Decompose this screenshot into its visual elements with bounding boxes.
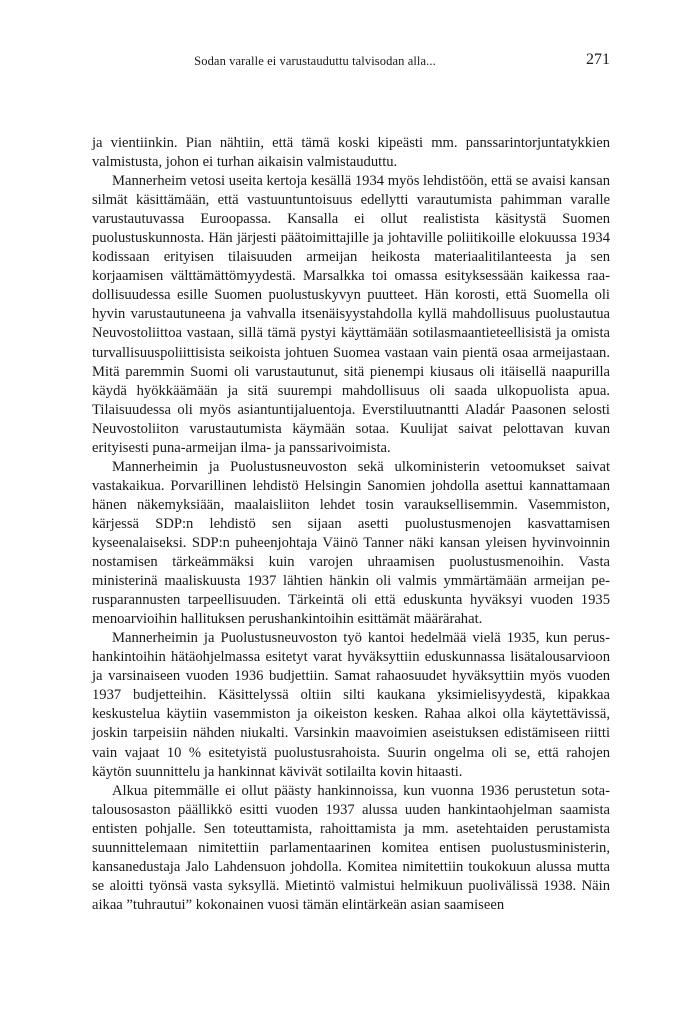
body-text — [92, 134, 610, 915]
page-number: 271 — [586, 51, 610, 68]
paragraph: Mannerheimin ja Puolustusneuvoston työ kantoi hedelmää vielä 1935, kun perushankintoihin hätäohjelmassa esitetyt varat hyväksyttiin eduskunnassa lisätalousarvioon ja varsinaiseen vuoden 1936 budjettiin. Samat rahaosuudet hyväksyttiin myös vuoden 1937 budjetteihin. Käsittelyssä oltiin silti kaukana yksimielisyydestä, kipakkaa keskustelua käytiin vasemmiston ja oikeiston kesken. Rahaa alkoi olla käytettävissä, joskin tarpeisiin nähden niukalti. Varsinkin maavoimien aseistuksen edistämiseen riitti vain vajaat 10 % esitetyistä puolustusrahoista. Suurin ongelma oli se, että rahojen käytön suunnittelu ja hankinnat kävivät sotilailta kovin hitaasti. — [92, 630, 610, 780]
paragraph: Mannerheim vetosi useita kertoja kesällä 1934 myös lehdistöön, että se avaisi kansan silmät käsittämään, että vastuuntuntoisuus edellytti varautumista pahimman varalle varustautuvassa Euroopassa. Kansalla ei ollut realistista käsitystä Suomen puolustuskunnosta. Hän järjesti päätoimittajille ja johtaville poliitikoille elokuussa 1934 kodissaan erityisen tilaisuuden armeijan heikosta materiaalitilanteesta ja sen korjaamisen välttämättömyydestä. Marsalkka toi omassa esityksessään kaikessa raadollisuudessa esille Suomen puolustuskyvyn puutteet. Hän korosti, että Suomella oli hyvin varustautuneena ja vahvalla itsenäisyystahdolla kyllä mahdollisuus puolustautua Neuvostoliittoa vastaan, sillä tämä pystyi käyttämään sotilasmaantieteellisistä ja omista turvallisuuspoliittisista seikoista johtuen Suomea vastaan vain pientä osaa armeijastaan. Mitä paremmin Suomi oli varustautunut, sitä pienempi kiusaus oli itäisellä naapurilla käydä hyökkäämään ja sitä suurempi mahdollisuus oli saada ulkopuolista apua. Tilaisuudessa oli myös asiantuntijaluentoja. Everstiluutnantti Aladár Paasonen selosti Neuvostoliiton varustautumista käymään sotaa. Kuulijat saivat pelottavan kuvan erityisesti puna-armeijan ilma- ja panssarivoimista. — [92, 173, 610, 456]
running-title: Sodan varalle ei varustauduttu talvisodan alla... — [194, 54, 436, 68]
paragraph: Alkua pitemmälle ei ollut päästy hankinnoissa, kun vuonna 1936 perustetun sotatalousosaston päällikkö esitti vuoden 1937 alussa uuden hankintaohjelman saamista entisten pohjalle. Sen toteuttamista, rahoittamista ja mm. asetehtaiden perustamista suunnittelemaan nimitettiin parlamentaarinen komitea entisen puolustusministerin, kansanedustaja Jalo Lahdensuon johdolla. Komitea nimitettiin toukokuun alussa mutta se aloitti työnsä vasta syksyllä. Mietintö valmistui helmikuun puolivälissä 1938. Näin aikaa ”tuhrautui” kokonainen vuosi tämän elintärkeän asian saamiseen — [92, 782, 610, 913]
paragraph-continued: ja vientiinkin. Pian nähtiin, että tämä koski kipeästi mm. panssarintorjuntatykkien valmistusta, johon ei turhan aikaisin valmistauduttu. — [92, 135, 610, 171]
running-header — [92, 51, 610, 73]
paragraph: Mannerheimin ja Puolustusneuvoston sekä ulkoministerin vetoomukset saivat vastakaikua. Porvarillinen lehdistö Helsingin Sanomien johdolla asettui kannattamaan hänen näkemyksiään, maalaisliiton lehdet tosin varauksellisemmin. Vasemmiston, kärjessä SDP:n lehdistö sen sijaan asetti puolustusmenojen kasvattamisen kyseenalaiseksi. SDP:n puheenjohtaja Väinö Tanner näki kansan yleisen hyvinvoinnin nostamisen tärkeämmäksi kuin varojen uhraamisen puolustusmenoihin. Vasta ministerinä maaliskuusta 1937 lähtien hänkin oli valmis ymmärtämään armeijan perusparannusten tarpeellisuuden. Tärkeintä oli että eduskunta hyväksyi vuoden 1935 menoarvioihin hallituksen perushankintoihin esittämät määrärahat. — [92, 458, 610, 628]
